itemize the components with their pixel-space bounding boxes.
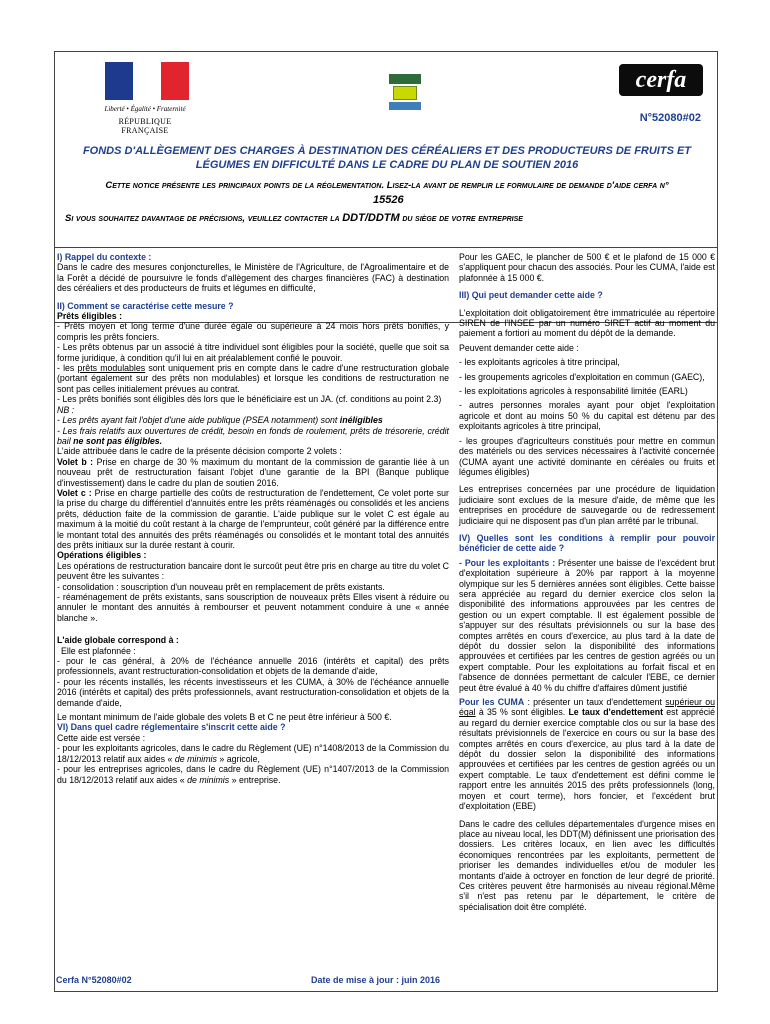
eligible-loans-heading: Prêts éligibles :	[57, 311, 123, 322]
document-title: FONDS D'ALLÈGEMENT DES CHARGES À DESTINATION DES CÉRÉALIERS ET DES PRODUCTEURS DE FRUITS ET LÉGUMES EN DIFFICULTÉ DANS LE CADRE DU PLAN DE SOUTIEN 2016	[82, 145, 692, 171]
section-6-heading: VI) Dans quel cadre réglementaire s'inscrit cette aide ?	[57, 722, 286, 733]
eligible-operations-2: - consolidation : souscription d'un nouveau prêt en remplacement de prêts existants.	[57, 581, 385, 592]
section-3-heading: III) Qui peut demander cette aide ?	[459, 290, 603, 301]
eligible-operations-1: Les opérations de restructuration bancaire dont le surcoût peut être pris en charge au titre du volet C peuvent être les suivantes :	[57, 560, 449, 582]
nb-item-2: - Les frais relatifs aux ouvertures de crédit, besoin en fonds de roulement, prêts de trésorerie, crédit bail ne sont pas éligibles.	[57, 425, 449, 446]
left-column	[57, 252, 449, 785]
contact-text: Si vous souhaitez davantage de précisions, veuillez contacter la DDT/DDTM du siège de votre entreprise	[65, 212, 523, 224]
section-1-heading: I) Rappel du contexte :	[57, 252, 152, 262]
global-aid-heading: L'aide globale correspond à :	[57, 635, 179, 646]
siren-paragraph: L'exploitation doit obligatoirement être immatriculée au répertoire SIREN de l'INSEE par un numéro SIRET actif au moment du paiement a fortiori au moment du dépôt de la demande.	[459, 307, 715, 339]
eligible-loan-2: - Les prêts obtenus par un associé à titre individuel sont éligibles pour la société, quelle que soit sa forme juridique, à condition qu'il lui en ait préalablement confié le pouvoir.	[57, 342, 449, 363]
regulation-intro: Cette aide est versée :	[57, 732, 146, 743]
applicant-5: - les groupes d'agriculteurs constitués pour mettre en commun des matériels ou des services nécessaires à l'activité concernée (CUMA ayant une activité dominante en céréales ou fruits et légumes éligibles)	[459, 435, 715, 477]
notice-text: Cette notice présente les principaux points de la réglementation. Lisez-la avant de remplir le formulaire de demande d'aide cerfa n° 15526	[105, 180, 669, 206]
regulation-1: - pour les exploitants agricoles, dans le cadre du Règlement (UE) n°1408/2013 de la Commission du 18/12/2013 relatif aux aides « de minimis » agricole,	[57, 743, 449, 764]
volets-intro: L'aide attribuée dans le cadre de la présente décision comporte 2 volets :	[57, 446, 342, 457]
applicant-3: - les exploitations agricoles à responsabilité limitée (EARL)	[459, 386, 688, 397]
global-aid-2: - pour le cas général, à 20% de l'échéance annuelle 2016 (intérêts et capital) des prêts professionnels, avant restructuration-consolidation et objets de la demande d'aide,	[57, 656, 449, 677]
global-aid-4: Le montant minimum de l'aide globale des volets B et C ne peut être inférieur à 500 €.	[57, 712, 392, 723]
eligible-operations-heading: Opérations éligibles :	[57, 550, 147, 561]
nb-label: NB :	[57, 404, 75, 415]
nb-item-1: - Les prêts ayant fait l'objet d'une aide publique (PSEA notamment) sont inéligibles	[57, 415, 383, 426]
form-number: N°52080#02	[639, 112, 701, 124]
section-4-heading: IV) Quelles sont les conditions à remplir pour pouvoir bénéficier de cette aide ?	[459, 532, 715, 554]
who-can-apply: Peuvent demander cette aide :	[459, 342, 579, 353]
marianne-logo	[95, 62, 195, 135]
global-aid-3: - pour les récents installés, les récents investisseurs et les CUMA, à 30% de l'échéance annuelle 2016 (intérêts et capital) des prêts professionnels, avant restructuration-consolidation et objets de la demande d'aide,	[57, 676, 449, 708]
cerfa-logo: cerfa	[619, 64, 703, 96]
eligible-operations-3: - réaménagement de prêts existants, sans souscription de nouveaux prêts Elles visent à réduire ou annuler le montant des annuités à rembourser et peuvent notamment conduire à une « année blanche ».	[57, 592, 449, 623]
footer-update-date: Date de mise à jour : juin 2016	[311, 975, 441, 985]
regulation-2: - pour les entreprises agricoles, dans le cadre du Règlement (UE) n°1407/2013 de la Commission du 18/12/2013 relatif aux aides « de minimis » entreprise.	[57, 764, 449, 785]
cuma-conditions: Pour les CUMA : présenter un taux d'endettement supérieur ou égal à 35 % sont éligibles. Le taux d'endettement est apprécié au regard du dernier exercice comptable clos ou sur la base des résultats prévisionnels de l'exercice en cours ou sur la base des comptes arrêtés en cours d'exercice, au plus tard à la date de dépôt du dossier selon la disponibilité des informations approuvées et certifiées par les centres de gestion agréés ou un expert comptable. Le taux d'endettement est défini comme le rapport entre les annuités 2015 des prêts professionnels (long, moyen et court terme), hors foncier, et l'excédent brut d'exploitation (EBE)	[459, 697, 715, 812]
ministry-logo-icon	[389, 74, 421, 112]
volet-b: Volet b : Prise en charge de 30 % maximum du montant de la commission de garantie liée à un nouveau prêt de restructuration faisant l'objet d'une garantie de la BPI (Banque publique d'investissement) dans le cadre du plan de soutien 2016.	[57, 456, 449, 488]
gaec-paragraph: Pour les GAEC, le plancher de 500 € et le plafond de 15 000 € s'appliquent pour chacun des associés. Pour les CUMA, l'aide est plafonnée à 15 000 €.	[459, 252, 715, 283]
right-column	[459, 252, 715, 912]
priorisation-paragraph: Dans le cadre des cellules départementales d'urgence mises en place au niveau local, les DDT(M) définissent une priorisation des dossiers. Les critères locaux, en lien avec les difficultés économiques rencontrées par les exploitants, permettent de prioriser les demandes individuelles et/ou de moduler les montants d'aide à octroyer en fonction de leur degré de priorité. Ces critères peuvent être harmonisés au niveau régional.Même s'il n'est pas retenu par le département, le critère de spécialisation doit être complété.	[459, 818, 715, 912]
eligible-loan-3: - les prêts modulables sont uniquement pris en compte dans le cadre d'une restructuration globale (portant également sur des prêts non modulables) et lorsque les conditions de restructuration ne sont pas celles initialement prévues au contrat.	[57, 363, 449, 394]
eligible-loan-4: - Les prêts bonifiés sont éligibles dès lors que le bénéficiaire est un JA. (cf. conditions au point 2.3)	[57, 394, 442, 405]
context-paragraph: Dans le cadre des mesures conjoncturelles, le Ministère de l'Agriculture, de l'Agroalimentaire et de la Forêt a décidé de poursuivre le fonds d'allègement des charges financières (FAC) à destination des céréaliers et des producteurs de fruits et légumes en difficulté,	[57, 262, 449, 294]
section-2-heading: II) Comment se caractérise cette mesure ?	[57, 300, 234, 311]
applicant-1: - les exploitants agricoles à titre principal,	[459, 357, 620, 368]
devise-text: Liberté • Égalité • Fraternité	[104, 105, 186, 113]
tricolor-flag-icon	[105, 62, 189, 100]
excluded-paragraph: Les entreprises concernées par une procédure de liquidation judiciaire sont exclues de la mesure d'aide, de même que les entreprises en procédure de sauvegarde ou de redressement judiciaire qui ne disposent pas d'un plan arrêté par le tribunal.	[459, 484, 715, 526]
body-box	[54, 247, 718, 992]
global-aid-1: Elle est plafonnée :	[61, 645, 136, 656]
republique-text: RÉPUBLIQUE FRANÇAISE	[118, 117, 172, 135]
volet-c: Volet c : Prise en charge partielle des coûts de restructuration de l'endettement, Ce volet porte sur la prise du charge du différentiel d'annuités entre les prêts réaménagés ou consolidés et les anciens prêts, déduction faite de la commission de garantie. L'aide publique sur le volet C est égale au maximum à la moitié du coût restant à la charge de l'emprunteur, coût généré par la différence entre le montant total des annuités des prêts réaménagés ou consolidés et le montant total des annuités des prêts initiaux sur la durée restant à courir.	[57, 487, 449, 550]
footer-cerfa-number: Cerfa N°52080#02	[56, 975, 132, 985]
exploitants-conditions: - Pour les exploitants : Présenter une baisse de l'excédent brut d'exploitation supérieure à 20% par rapport à la moyenne olympique sur les 5 dernières années sont éligibles. Cette baisse sera appréciée au regard du dernier exercice clos selon la disponibilité des informations approuvées par les centres de gestion ou un expert comptable. Il est également possible de s'appuyer sur des résultats prévisionnels ou sur la base des comptes arrêtés en cours d'exercice, au plus tard à la date de dépôt du dossier selon la disponibilité des informations approuvées et certifiées par les centres de gestion agréés ou un expert comptable. Pour les exploitations au forfait fiscal et en l'absence de données permettant de calculer l'EBE, ce dernier peut être évalué à 40 % du chiffre d'affaires dûment justifié	[459, 557, 715, 693]
applicant-4: - autres personnes morales ayant pour objet l'exploitation agricole et dont au moins 50 % du capital est détenu par des exploitants agricoles à titre principal,	[459, 400, 715, 432]
applicant-2: - les groupements agricoles d'exploitation en commun (GAEC),	[459, 371, 705, 382]
eligible-loan-1: - Prêts moyen et long terme d'une durée égale ou supérieure à 24 mois hors prêts bonifiés, y compris les prêts fonciers.	[57, 321, 449, 342]
